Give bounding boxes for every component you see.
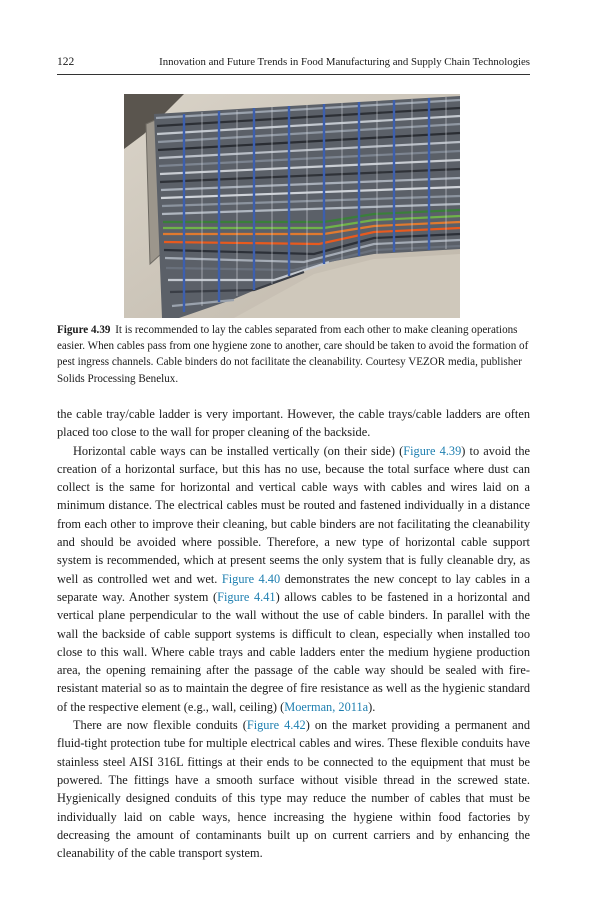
paragraph-3-text-a: There are now flexible conduits ( [73, 718, 247, 733]
paragraph-3-text-b: ) on the market providing a permanent and fluid-tight protection tube for multiple electrical cables and wires. These flexible conduits have stainless steel AISI 316L fittings at their ends to be connected to the equipment that must be powered. The fittings have a smooth surface without visible thread in the screwed state. Hygienically designed conduits of this type may reduce the number of cables that must be individually laid on cable ways, hence increasing the hygiene within food factories by decreasing the amount of contaminants built up on current carriers and by enhancing the cleanability of the cable transport system. [57, 718, 530, 861]
paragraph-2 [57, 442, 530, 716]
figure-4-42-link[interactable]: Figure 4.42 [246, 718, 306, 733]
running-header [57, 56, 530, 75]
figure-4-41-link[interactable]: Figure 4.41 [217, 589, 276, 604]
page-number: 122 [57, 56, 75, 68]
figure-caption [57, 322, 530, 387]
figure-photo-cable-ladder [124, 94, 460, 318]
paragraph-1: the cable tray/cable ladder is very important. However, the cable trays/cable ladders are often placed too close to the wall for proper cleaning of the backside. [57, 407, 530, 440]
paragraph-2-text-c: demonstrates the new concept to lay cables in a separate way. Another system ( [57, 571, 530, 604]
running-title: Innovation and Future Trends in Food Manufacturing and Supply Chain Technologies [159, 56, 530, 68]
paragraph-2-text-d: ) allows cables to be fastened in a horizontal and vertical plane perpendicular to the wall without the use of cable binders. In parallel with the wall the backside of cable support systems is difficult to clean, especially when installed too close to this wall. Where cable trays and cable ladders enter the medium hygiene production area, the opening remaining after the passage of the cable way should be sealed with fire-resistant material so as to maintain the degree of fire resistance as well as the hygienic standard of the respective element (e.g., wall, ceiling) ( [57, 589, 530, 714]
figure-label: Figure 4.39 [57, 324, 111, 336]
paragraph-2-text-e: ). [368, 699, 376, 714]
figure-4-40-link[interactable]: Figure 4.40 [221, 571, 281, 586]
paragraph-2-text-b: ) to avoid the creation of a horizontal surface, but this has no use, because the total surface where dust can collect is the same for horizontal and vertical cable ways with cables and wires laid on a minimum distance. The electrical cables must be routed and fastened individually in a distance from each other to improve their cleaning, but cable binders are not facilitating the cleanability and should be avoided where possible. Therefore, a new type of horizontal cable support system is recommended, which at present seems the only system that is fully cleanable dry, as well as controlled wet and wet. [57, 443, 530, 586]
body-text [57, 405, 530, 862]
figure-4-39-link[interactable]: Figure 4.39 [403, 443, 462, 458]
paragraph-3 [57, 716, 530, 862]
moerman-2011a-citation-link[interactable]: Moerman, 2011a [284, 699, 369, 714]
figure-caption-text: It is recommended to lay the cables separated from each other to make cleaning operations easier. When cables pass from one hygiene zone to another, care should be taken to avoid the formation of pest ingress channels. Cable binders do not facilitate the cleanability. Courtesy VEZOR media, publisher Solids Processing Benelux. [57, 324, 529, 385]
paragraph-2-text-a: Horizontal cable ways can be installed vertically (on their side) ( [73, 443, 404, 458]
